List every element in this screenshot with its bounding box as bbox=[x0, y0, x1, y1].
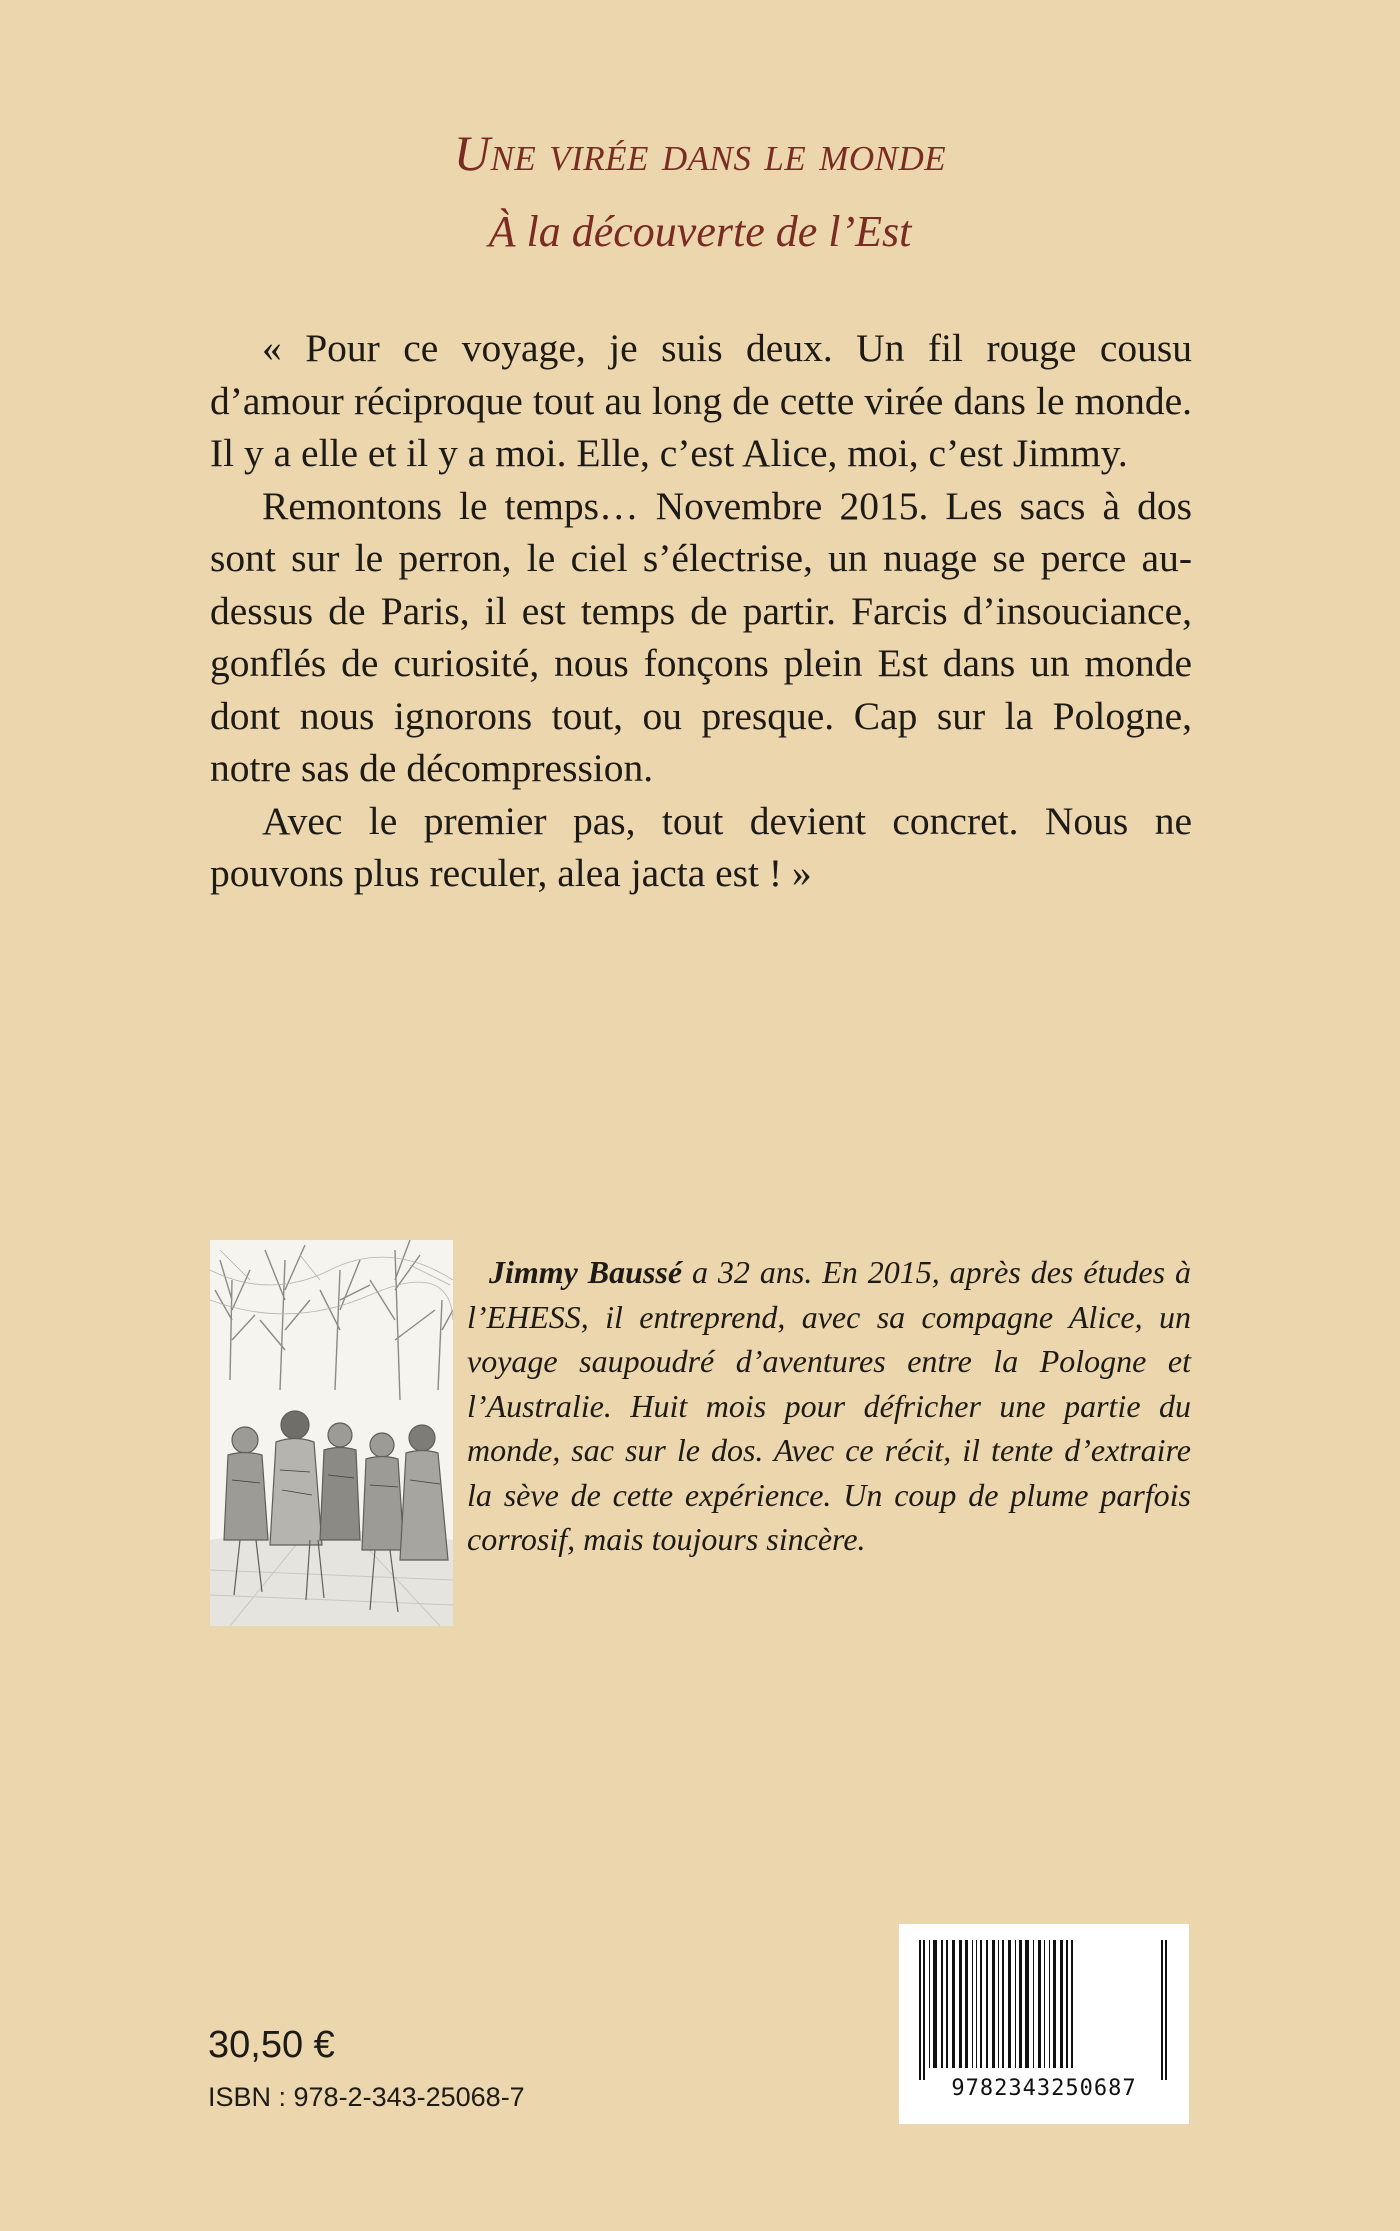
barcode-guard-bar bbox=[923, 1940, 925, 2080]
book-subtitle: À la découverte de l’Est bbox=[488, 207, 912, 256]
barcode-guard-bar bbox=[1165, 1940, 1167, 2080]
barcode-bar bbox=[965, 1940, 968, 2068]
blurb-paragraph: Avec le premier pas, tout devient concret. Nous ne pouvons plus reculer, alea jacta est ! » bbox=[210, 798, 1192, 895]
barcode-bar bbox=[929, 1940, 930, 2068]
barcode-bar bbox=[1033, 1940, 1034, 2068]
author-photo bbox=[210, 1240, 453, 1626]
barcode-bar bbox=[1060, 1940, 1063, 2068]
author-bio-text: a 32 ans. En 2015, après des études à l’EHESS, il entreprend, avec sa compagne Alice, un voyage saupoudré d’aventures entre la Pologne et l’Australie. Huit mois pour défricher une partie du monde, sac sur le dos. Avec ce récit, il tente d’extraire la sève de cette expérience. Un coup de plume parfois corrosif, mais toujours sincère. bbox=[467, 1254, 1192, 1557]
barcode-bar bbox=[1038, 1940, 1041, 2068]
book-title: Une virée dans le monde bbox=[453, 125, 947, 181]
barcode-bar bbox=[1015, 1940, 1016, 2068]
blurb-paragraph: « Pour ce voyage, je suis deux. Un fil rouge cousu d’amour réciproque tout au long de cette virée dans le monde. Il y a elle et il y a moi. Elle, c’est Alice, moi, c’est Jimmy. bbox=[210, 326, 1192, 475]
barcode-bar bbox=[998, 1940, 999, 2068]
barcode-digits: 9782343250687 bbox=[951, 2076, 1137, 2101]
price: 30,50 € bbox=[208, 2024, 335, 2066]
barcode-bar bbox=[941, 1940, 943, 2068]
barcode-bar bbox=[980, 1940, 982, 2068]
barcode-bar bbox=[1049, 1940, 1050, 2068]
street-crowd-sketch-image bbox=[210, 1240, 453, 1626]
barcode-bar bbox=[952, 1940, 955, 2068]
barcode-bar bbox=[1008, 1940, 1011, 2068]
author-bio bbox=[467, 1250, 1191, 1562]
blurb bbox=[210, 322, 1192, 900]
barcode-icon bbox=[919, 1940, 1169, 2080]
blurb-paragraph: Remontons le temps… Novembre 2015. Les sacs à dos sont sur le perron, le ciel s’électrise, un nuage se perce au-dessus de Paris, il est temps de partir. Farcis d’insouciance, gonflés de curiosité, nous fonçons plein Est dans un monde dont nous ignorons tout, ou presque. Cap sur la Pologne, notre sas de décompression. bbox=[210, 483, 1192, 790]
barcode-bar bbox=[946, 1940, 948, 2068]
author-name: Jimmy Baussé bbox=[489, 1254, 683, 1290]
barcode-bar bbox=[986, 1940, 988, 2068]
barcode-bar bbox=[1044, 1940, 1045, 2068]
barcode-guard-bar bbox=[919, 1940, 921, 2080]
barcode-bar bbox=[959, 1940, 962, 2068]
barcode-bar bbox=[933, 1940, 937, 2068]
barcode-bar bbox=[992, 1940, 995, 2068]
barcode-guard-bar bbox=[1161, 1940, 1163, 2080]
barcode-bar bbox=[1071, 1940, 1073, 2068]
barcode-bar bbox=[1019, 1940, 1022, 2068]
barcode-bar bbox=[1066, 1940, 1068, 2068]
barcode-bar bbox=[1002, 1940, 1004, 2068]
isbn: ISBN : 978-2-343-25068-7 bbox=[208, 2082, 525, 2112]
barcode-bar bbox=[1025, 1940, 1029, 2068]
barcode-bar bbox=[976, 1940, 977, 2068]
barcode-bar bbox=[1053, 1940, 1056, 2068]
barcode bbox=[899, 1924, 1189, 2124]
barcode-bar bbox=[972, 1940, 973, 2068]
